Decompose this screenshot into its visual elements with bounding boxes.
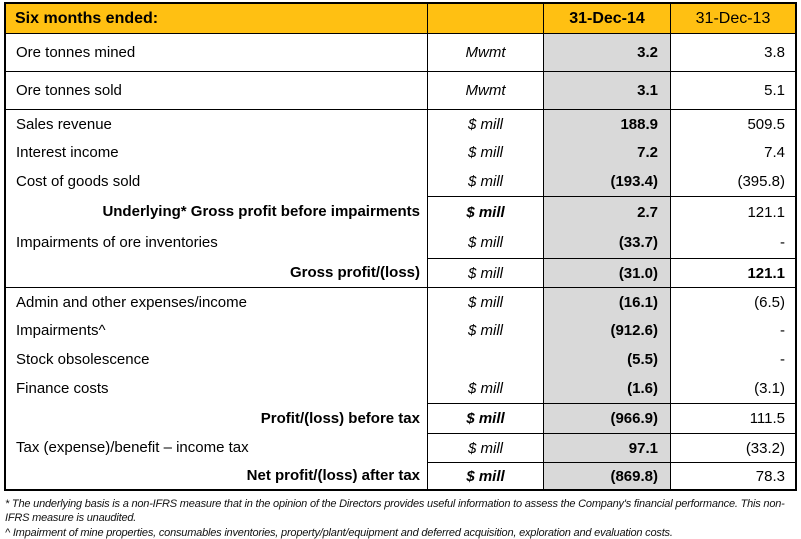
footnotes xyxy=(5,497,797,539)
footnote-impairment: ^ Impairment of mine properties, consumables inventories, property/plant/equipment and deferred acquisition, exploration and evaluation costs. xyxy=(5,527,673,539)
row-label: Cost of goods sold xyxy=(16,173,141,190)
row-label: Profit/(loss) before tax xyxy=(260,409,420,427)
row-value-2014: (5.5) xyxy=(543,345,670,374)
row-value-2014: (193.4) xyxy=(543,167,670,196)
row-unit: $ mill xyxy=(427,403,543,433)
row-value-2013: 3.8 xyxy=(670,33,795,71)
row-value-2014: (1.6) xyxy=(543,374,670,403)
row-value-2013: 111.5 xyxy=(670,403,795,433)
table-header-title: Six months ended: xyxy=(6,4,427,33)
row-unit: $ mill xyxy=(427,462,543,489)
row-label: Admin and other expenses/income xyxy=(6,287,427,316)
table-row xyxy=(6,227,795,258)
table-header-col-2013: 31-Dec-13 xyxy=(670,4,795,33)
row-label: Underlying* Gross profit before impairments xyxy=(102,203,420,220)
row-value-2014: (33.7) xyxy=(543,227,670,258)
row-value-2013: 509.5 xyxy=(670,109,795,138)
row-label: Net profit/(loss) after tax xyxy=(246,467,420,484)
row-value-2013: (6.5) xyxy=(670,287,795,316)
table-row xyxy=(6,33,795,71)
row-value-2013: 7.4 xyxy=(670,138,795,167)
row-unit: $ mill xyxy=(427,227,543,258)
row-value-2014: (31.0) xyxy=(543,258,670,287)
row-value-2013: (3.1) xyxy=(670,374,795,403)
row-value-2014: (16.1) xyxy=(543,287,670,316)
row-unit: Mwmt xyxy=(427,33,543,71)
table-row xyxy=(6,403,795,433)
table-row xyxy=(6,258,795,287)
row-unit xyxy=(427,345,543,374)
table-row xyxy=(6,71,795,109)
table-row xyxy=(6,374,795,403)
row-value-2014: 3.1 xyxy=(543,71,670,109)
table-row xyxy=(6,138,795,167)
row-value-2013: 121.1 xyxy=(670,196,795,227)
row-value-2014: 2.7 xyxy=(543,196,670,227)
table-body xyxy=(6,33,795,489)
row-value-2013: - xyxy=(670,345,795,374)
row-unit: $ mill xyxy=(427,167,543,196)
row-label: Sales revenue xyxy=(6,109,427,138)
table-header-unit xyxy=(427,4,543,33)
row-label: Ore tonnes sold xyxy=(6,71,427,109)
row-value-2013: - xyxy=(670,316,795,345)
table-header-row xyxy=(6,4,795,33)
row-unit: $ mill xyxy=(427,316,543,345)
row-value-2013: 121.1 xyxy=(670,258,795,287)
row-value-2013: 78.3 xyxy=(670,462,795,489)
row-unit: $ mill xyxy=(427,433,543,462)
table-row xyxy=(6,316,795,345)
row-value-2014: (912.6) xyxy=(543,316,670,345)
row-unit: Mwmt xyxy=(427,71,543,109)
table-row xyxy=(6,462,795,489)
row-unit: $ mill xyxy=(427,258,543,287)
row-unit: $ mill xyxy=(427,138,543,167)
table-row xyxy=(6,345,795,374)
row-label: Impairments of ore inventories xyxy=(16,234,218,251)
row-unit: $ mill xyxy=(427,196,543,227)
row-value-2014: 97.1 xyxy=(543,433,670,462)
financial-results-table xyxy=(4,2,797,491)
row-unit: $ mill xyxy=(427,287,543,316)
row-value-2014: (966.9) xyxy=(543,403,670,433)
table-row xyxy=(6,167,795,196)
row-value-2013: - xyxy=(670,227,795,258)
footnote-underlying: * The underlying basis is a non-IFRS measure that in the opinion of the Directors provides useful information to assess the Company's financial performance. This non-IFRS measure is unaudited. xyxy=(5,498,785,525)
row-label: Stock obsolescence xyxy=(16,351,150,368)
row-label: Impairments^ xyxy=(16,322,106,339)
table-row xyxy=(6,109,795,138)
row-label: Gross profit/(loss) xyxy=(289,264,420,281)
table-row xyxy=(6,433,795,462)
row-value-2014: 188.9 xyxy=(543,109,670,138)
row-label: Tax (expense)/benefit – income tax xyxy=(16,439,249,456)
table-row xyxy=(6,287,795,316)
row-value-2014: 3.2 xyxy=(543,33,670,71)
row-label: Ore tonnes mined xyxy=(6,33,427,71)
row-value-2013: (395.8) xyxy=(670,167,795,196)
row-value-2014: 7.2 xyxy=(543,138,670,167)
row-label: Interest income xyxy=(16,144,119,161)
row-value-2013: (33.2) xyxy=(670,433,795,462)
table-header-col-2014: 31-Dec-14 xyxy=(543,4,670,33)
row-unit: $ mill xyxy=(427,109,543,138)
row-label: Finance costs xyxy=(16,380,109,397)
row-value-2014: (869.8) xyxy=(543,462,670,489)
row-value-2013: 5.1 xyxy=(670,71,795,109)
table-row xyxy=(6,196,795,227)
row-unit: $ mill xyxy=(427,374,543,403)
